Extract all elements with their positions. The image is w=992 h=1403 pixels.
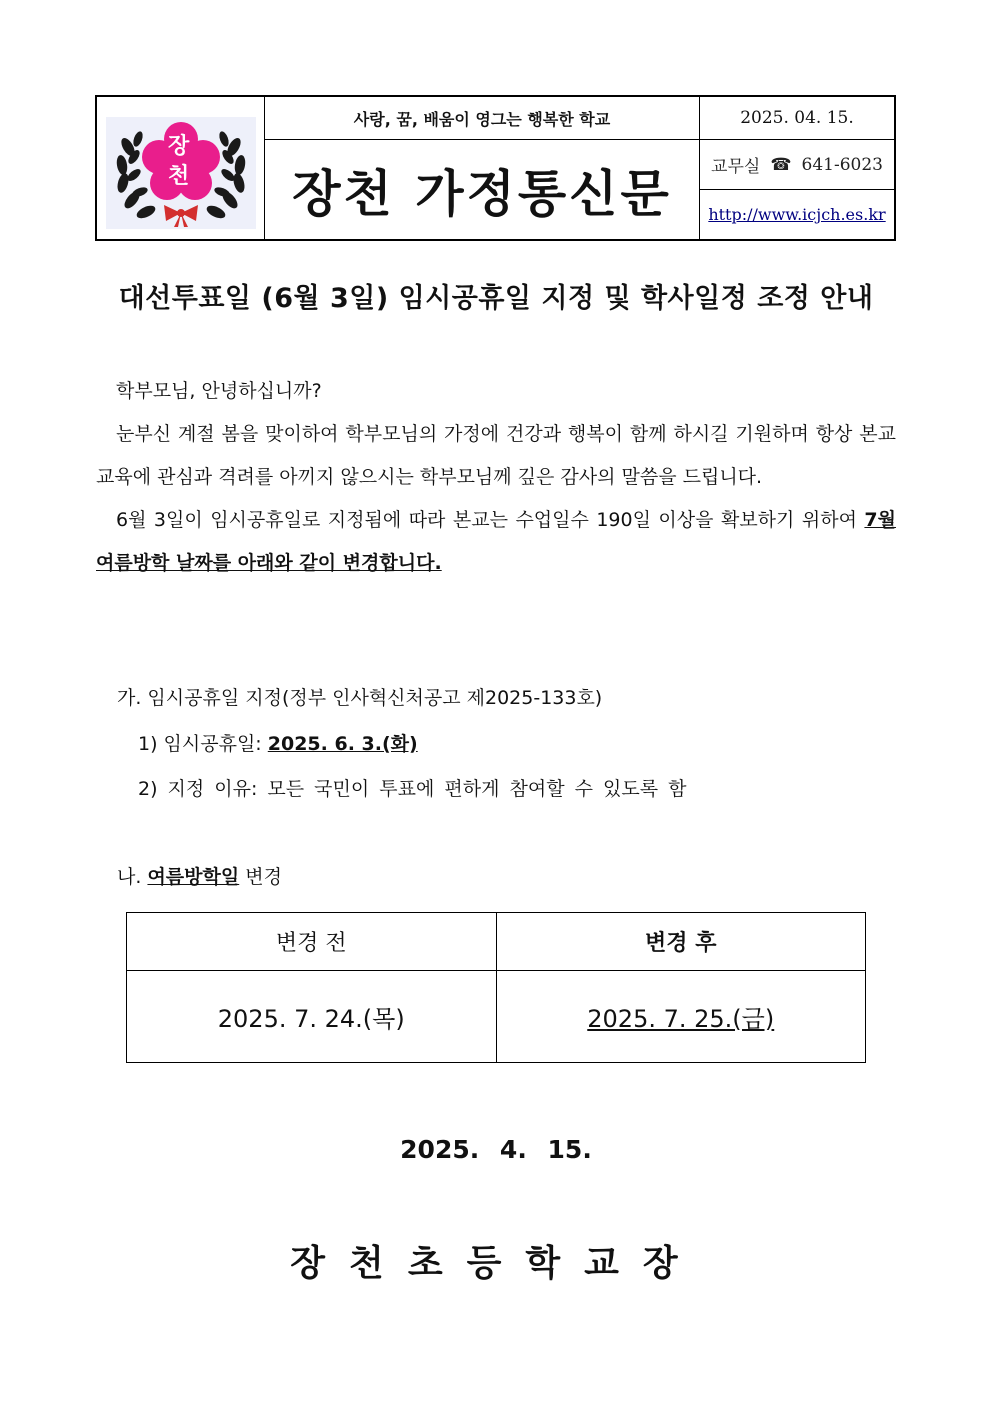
paragraph-2 — [96, 499, 896, 585]
header-table — [95, 95, 896, 241]
school-motto: 사랑, 꿈, 배움이 영그는 행복한 학교 — [265, 97, 700, 140]
paragraph-2-emphasis: 7월 여름방학 날짜를 아래와 같이 변경합니다. — [96, 509, 896, 574]
school-website-link[interactable]: http://www.icjch.es.kr — [708, 205, 886, 224]
url-cell — [700, 190, 894, 239]
letter-body — [96, 370, 896, 585]
section-na-prefix: 나. — [117, 866, 148, 888]
section-na-emphasis: 여름방학일 — [147, 866, 240, 888]
logo-cell — [97, 97, 265, 239]
schedule-change-table — [126, 912, 866, 1063]
item-1-label: 1) 임시공휴일: — [138, 733, 268, 755]
phone-number: 641-6023 — [801, 154, 883, 175]
footer-date: 2025. 4. 15. — [400, 1135, 592, 1164]
value-after: 2025. 7. 25.(금) — [496, 971, 866, 1063]
paragraph-2-text: 6월 3일이 임시공휴일로 지정됨에 따라 본교는 수업일수 190일 이상을 확보하기 위하여 — [116, 509, 865, 531]
value-before: 2025. 7. 24.(목) — [127, 971, 497, 1063]
logo-char-2: 천 — [168, 164, 190, 189]
table-row — [127, 971, 866, 1063]
school-logo — [106, 117, 256, 229]
newsletter-title: 장천 가정통신문 — [265, 140, 700, 239]
logo-char-1: 장 — [168, 134, 190, 159]
table-header-row — [127, 913, 866, 971]
section-na-heading — [117, 862, 282, 889]
section-ga-item-1 — [138, 729, 418, 756]
phone-icon: ☎ — [770, 154, 792, 175]
greeting: 학부모님, 안녕하십니까? — [116, 380, 322, 402]
header-before: 변경 전 — [127, 913, 497, 971]
contact-phone — [700, 140, 894, 190]
section-ga-item-2: 2) 지정 이유: 모든 국민이 투표에 편하게 참여할 수 있도록 함 — [138, 778, 687, 800]
main-title: 대선투표일 (6월 3일) 임시공휴일 지정 및 학사일정 조정 안내 — [118, 283, 874, 314]
header-after: 변경 후 — [496, 913, 866, 971]
item-1-value: 2025. 6. 3.(화) — [267, 733, 418, 755]
issue-date: 2025. 04. 15. — [700, 97, 894, 140]
office-label: 교무실 — [711, 157, 761, 177]
section-na-suffix: 변경 — [239, 866, 282, 888]
paragraph-1: 눈부신 계절 봄을 맞이하여 학부모님의 가정에 건강과 행복이 함께 하시길 기원하며 항상 본교 교육에 관심과 격려를 아끼지 않으시는 학부모님께 깊은 감사의 말씀을 드립니다. — [96, 423, 896, 488]
section-ga-heading: 가. 임시공휴일 지정(정부 인사혁신처공고 제2025-133호) — [117, 687, 603, 709]
signer-name: 장천초등학교장 — [290, 1243, 702, 1284]
